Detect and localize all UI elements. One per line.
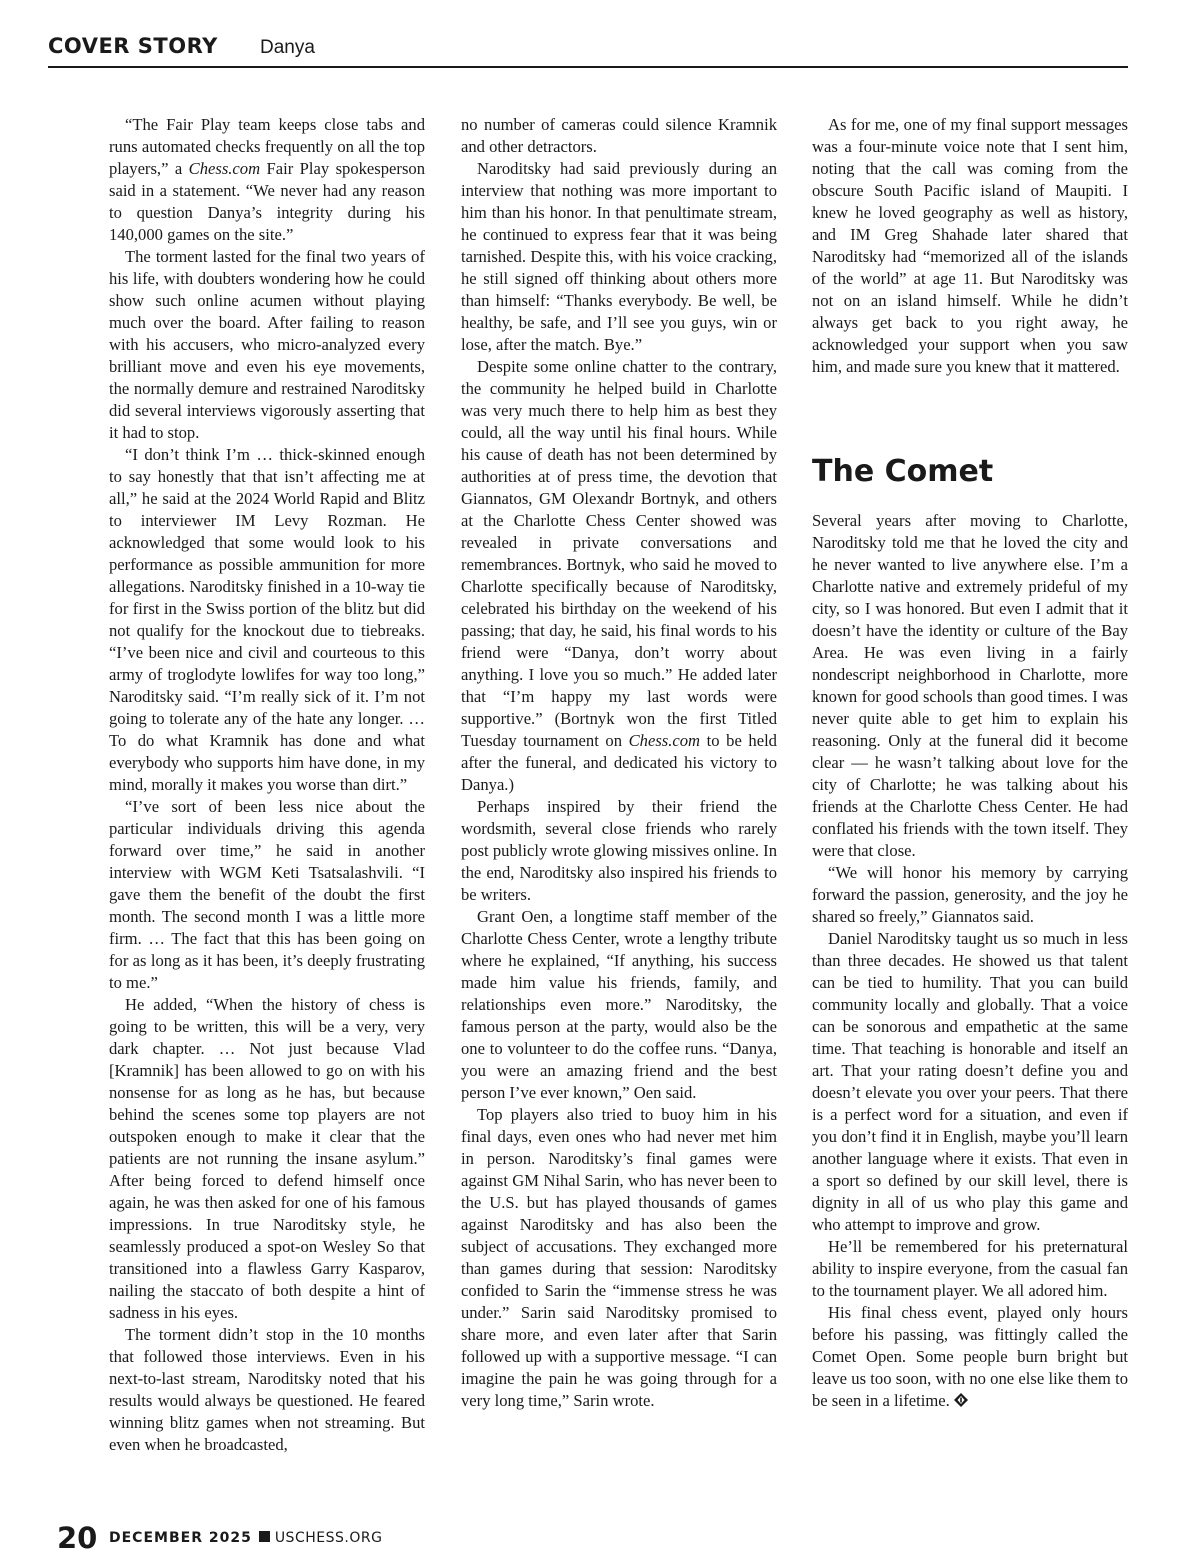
section-the-comet xyxy=(812,452,1128,1412)
paragraph: Several years after moving to Charlotte, Naroditsky told me that he loved the city and he never wanted to live anywhere else. I’m a Charlotte native and extremely prideful of my city, so I was honored. But even I admit that it doesn’t have the identity or culture of the Bay Area. He was even living in a fairly nondescript neighborhood in Charlotte, more known for good schools than good times. I was never quite able to get him to explain his reasoning. Only at the funeral did it become clear — he wasn’t talking about love for the city of Charlotte; he was talking about his friends at the Charlotte Chess Center. He had conflated his friends with the town itself. They were that close. xyxy=(812,511,1128,860)
website-label: USCHESS.ORG xyxy=(274,1530,383,1546)
paragraph: Grant Oen, a longtime staff member of the Charlotte Chess Center, wrote a lengthy tribute where he explained, “If anything, his success made him value his friends, family, and relationships even more.” Naroditsky, the famous person at the party, would also be the one to volunteer to do the coffee runs. “Danya, you were an amazing friend and the best person I’ve ever known,” Oen said. xyxy=(461,907,777,1102)
article-column-2 xyxy=(461,114,777,1412)
paragraph: Top players also tried to buoy him in his final days, even ones who had never met him in person. Naroditsky’s final games were against GM Nihal Sarin, who has never been to the U.S. but has played thousands of games against Naroditsky and has also been the subject of accusations. They exchanged more than games during that session: Naroditsky confided to Sarin the “immense stress he was under.” Sarin said Naroditsky promised to share more, and even later after that Sarin followed up with a supportive message. “I can imagine the pain he was going through for a very long time,” Sarin wrote. xyxy=(461,1105,777,1410)
comet-section-body xyxy=(812,510,1128,1412)
paragraph: As for me, one of my final support messages was a four-minute voice note that I sent him, noting that the call was coming from the obscure South Pacific island of Maupiti. I knew he loved geography as well as history, and IM Greg Shahade later shared that Naroditsky had “memorized all of the islands of the world” at age 11. But Naroditsky was not on an island himself. While he didn’t always get back to you right away, he acknowledged your support when you saw him, and made sure you knew that it mattered. xyxy=(812,115,1128,376)
running-header xyxy=(48,30,1128,68)
paragraph: Despite some online chatter to the contrary, the community he helped build in Charlotte was very much there to help him as best they could, all the way until his final hours. While his cause of death has not been determined by authorities at of press time, the devotion that Giannatos, GM Olexandr Bortnyk, and others at the Charlotte Chess Center showed was revealed in private conversations and remembrances. Bortnyk, who said he moved to Charlotte specifically because of Naroditsky, celebrated his birthday on the weekend of his passing; that day, he said, his final words to his friend were “Danya, don’t worry about anything. I love you so much.” He added later that “I’m happy my last words were supportive.” (Bortnyk won the first Titled Tuesday tournament on Chess.com to be held after the funeral, and dedicated his victory to Danya.) xyxy=(461,357,777,794)
italic-publication-name: Chess.com xyxy=(188,159,261,178)
paragraph: He’ll be remembered for his preternatural ability to inspire everyone, from the casual fan to the tournament player. We all adored him. xyxy=(812,1237,1128,1300)
separator-square-icon xyxy=(259,1531,270,1542)
story-subject: Danya xyxy=(260,37,315,58)
italic-publication-name: Chess.com xyxy=(628,731,701,750)
paragraph: “I’ve sort of been less nice about the particular individuals driving this agenda forward over time,” he said in another interview with WGM Keti Tsatsalashvili. “I gave them the benefit of the doubt the first month. The second month I was a little more firm. … The fact that this has been going on for as long as it has been, it’s deeply frustrating to me.” xyxy=(109,797,425,992)
paragraph: Perhaps inspired by their friend the wordsmith, several close friends who rarely post publicly wrote glowing missives online. In the end, Naroditsky also inspired his friends to be writers. xyxy=(461,797,777,904)
article-column-1 xyxy=(109,114,425,1456)
issue-info xyxy=(109,1530,382,1546)
paragraph: no number of cameras could silence Kramnik and other detractors. xyxy=(461,115,777,156)
paragraph: “I don’t think I’m … thick-skinned enough to say honestly that that isn’t affecting me at all,” he said at the 2024 World Rapid and Blitz to interviewer IM Levy Rozman. He acknowledged that some would look to his performance as possible ammunition for more allegations. Naroditsky finished in a 10-way tie for first in the Swiss portion of the blitz but did not qualify for the knockout due to tiebreaks. “I’ve been nice and civil and courteous to this army of troglodyte lowlifes for way too long,” Naroditsky said. “I’m really sick of it. I’m not going to tolerate any of the hate any longer. … To do what Kramnik has done and what everybody who supports him have done, in my mind, morally it makes you worse than dirt.” xyxy=(109,445,425,794)
paragraph: “We will honor his memory by carrying forward the passion, generosity, and the joy he shared so freely,” Giannatos said. xyxy=(812,863,1128,926)
page-number: 20 xyxy=(57,1521,98,1555)
paragraph: Naroditsky had said previously during an interview that nothing was more important to him than his honor. In that penultimate stream, he continued to express fear that it was being tarnished. Despite this, with his voice cracking, he still signed off thinking about others more than himself: “Thanks everybody. Be well, be healthy, be safe, and I’ll see you guys, win or lose, after the match. Bye.” xyxy=(461,159,777,354)
issue-date: DECEMBER 2025 xyxy=(109,1530,252,1546)
paragraph: The torment didn’t stop in the 10 months that followed those interviews. Even in his next-to-last stream, Naroditsky noted that his results would always be questioned. He feared winning blitz games when not streaming. But even when he broadcasted, xyxy=(109,1325,425,1454)
paragraph: His final chess event, played only hours before his passing, was fittingly called the Comet Open. Some people burn bright but leave us too soon, with no one else like them to be seen in a lifetime. xyxy=(812,1303,1128,1410)
paragraph: The torment lasted for the final two years of his life, with doubters wondering how he could show such online acumen without playing much over the board. After failing to reason with his accusers, who micro-analyzed every brilliant move and even his eye movements, the normally demure and restrained Naroditsky did several interviews vigorously asserting that it had to stop. xyxy=(109,247,425,442)
paragraph: He added, “When the history of chess is going to be written, this will be a very, very dark chapter. … Not just because Vlad [Kramnik] has been allowed to go on with his nonsense for as long as he has, but because behind the scenes some top players are not outspoken enough to make it clear that the patients are not running the insane asylum.” After being forced to defend himself once again, he was then asked for one of his famous impressions. In true Naroditsky style, he seamlessly produced a spot-on Wesley So that transitioned into a flawless Garry Kasparov, nailing the staccato of both despite a hint of sadness in his eyes. xyxy=(109,995,425,1322)
section-label: COVER STORY xyxy=(48,34,218,58)
article-column-3 xyxy=(812,114,1128,378)
section-heading: The Comet xyxy=(812,454,994,489)
paragraph: “The Fair Play team keeps close tabs and runs automated checks frequently on all the top players,” a Chess.com Fair Play spokesperson said in a statement. “We never had any reason to question Danya’s integrity during his 140,000 games on the site.” xyxy=(109,115,425,244)
paragraph: Daniel Naroditsky taught us so much in less than three decades. He showed us that talent can be tied to humility. That you can build community locally and globally. That a voice can be sonorous and empathetic at the same time. That teaching is honorable and itself an art. That your rating doesn’t define you and doesn’t elevate you over your peers. That there is a perfect word for a situation, and even if you don’t find it in English, maybe you’ll learn another language where it exists. That even in a sport so defined by our skill level, there is dignity in all of us who play this game and who attempt to improve and grow. xyxy=(812,929,1128,1234)
uschess-diamond-icon xyxy=(954,1393,968,1407)
